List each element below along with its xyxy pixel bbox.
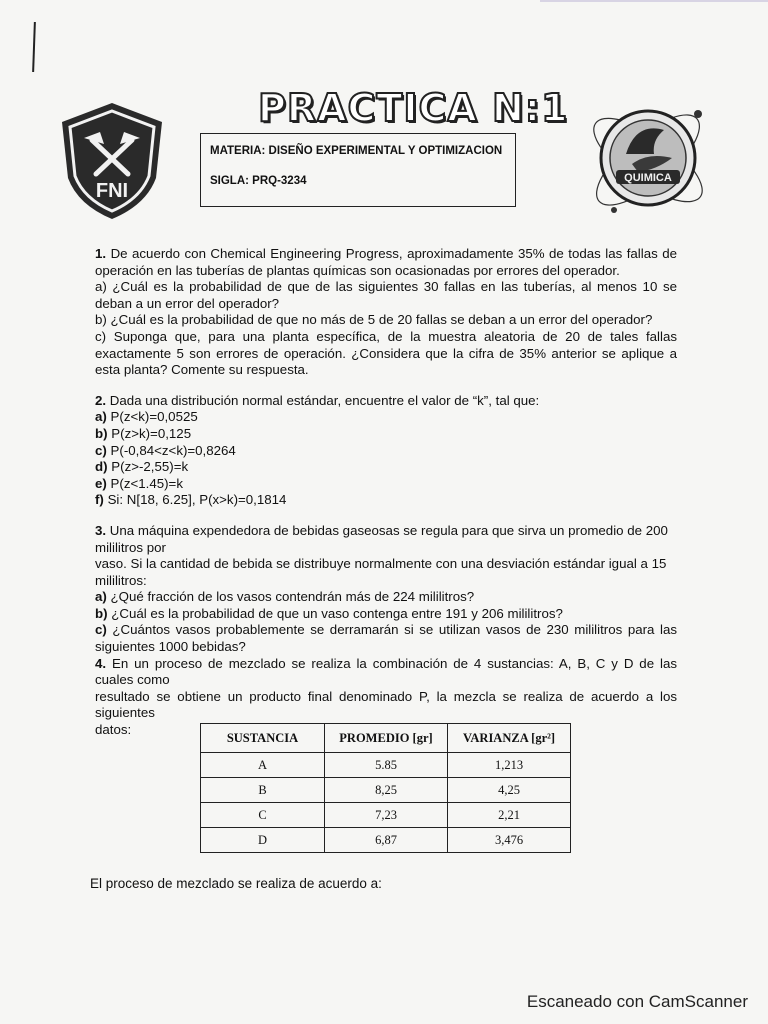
table-cell: 5.85	[325, 753, 448, 778]
problem-2-item: d) P(z>-2,55)=k	[95, 459, 189, 475]
problem-3-item: b) ¿Cuál es la probabilidad de que un vaso contenga entre 191 y 206 mililitros?	[95, 605, 563, 621]
problem-4-intro-end: datos:	[95, 722, 132, 738]
problem-3-intro-cont: vaso. Si la cantidad de bebida se distribuye normalmente con una desviación estándar igual a 15 mililitros:	[95, 556, 667, 588]
problem-1-a: a) ¿Cuál es la probabilidad de que de las siguientes 30 fallas en las tuberías, al menos 10 se deban a un error del operador?	[95, 279, 677, 311]
table-cell: 2,21	[448, 803, 571, 828]
table-cell: 3,476	[448, 828, 571, 853]
table-cell: A	[201, 753, 325, 778]
subject-info-box	[200, 133, 516, 207]
problem-4-intro-cont: resultado se obtiene un producto final denominado P, la mezcla se realiza de acuerdo a los siguientes	[95, 688, 677, 721]
problems-content	[95, 246, 677, 739]
table-cell: C	[201, 803, 325, 828]
camscanner-watermark: Escaneado con CamScanner	[526, 992, 748, 1011]
problem-1-c: c) Suponga que, para una planta específica, de la muestra aleatoria de 20 de tales fallas exactamente 5 son errores de operación. ¿Considera que la cifra de 35% anterior se aplique a esta planta? Comente su respuesta.	[95, 328, 677, 378]
table-header-cell: PROMEDIO [gr]	[325, 724, 448, 753]
table-row	[201, 753, 571, 778]
logo-text: QUIMICA	[624, 172, 672, 184]
scan-edge-line	[540, 0, 768, 2]
table-cell: 7,23	[325, 803, 448, 828]
problem-1-b: b) ¿Cuál es la probabilidad de que no más de 5 de 20 fallas se deban a un error del operador?	[95, 312, 653, 328]
table-header-cell: VARIANZA [gr²]	[448, 724, 571, 753]
table-header-row	[201, 724, 571, 753]
table-row	[201, 828, 571, 853]
problem-2-item: e) P(z<1.45)=k	[95, 475, 183, 491]
fni-shield-logo	[58, 100, 166, 222]
table-row	[201, 803, 571, 828]
table-cell: 8,25	[325, 778, 448, 803]
substances-table	[200, 723, 571, 853]
subject-code: SIGLA: PRQ-3234	[210, 175, 307, 187]
page-title: PRACTICA N:1	[258, 86, 569, 130]
table-cell: 6,87	[325, 828, 448, 853]
quimica-logo	[586, 92, 716, 224]
mixing-process-text: El proceso de mezclado se realiza de acuerdo a:	[90, 876, 382, 891]
problem-3-intro: 3. Una máquina expendedora de bebidas gaseosas se regula para que sirva un promedio de 200 mililitros por	[95, 522, 668, 555]
table-header-cell: SUSTANCIA	[201, 724, 325, 753]
table-cell: 4,25	[448, 778, 571, 803]
problem-3-item: c) ¿Cuántos vasos probablemente se derramarán si se utilizan vasos de 230 mililitros para las siguientes 1000 bebidas?	[95, 622, 678, 655]
subject-name: MATERIA: DISEÑO EXPERIMENTAL Y OPTIMIZACION	[210, 145, 503, 157]
table-row	[201, 778, 571, 803]
table-cell: 1,213	[448, 753, 571, 778]
table-cell: D	[201, 828, 325, 853]
problem-2-item: f) Si: N[18, 6.25], P(x>k)=0,1814	[95, 492, 287, 508]
problem-2-item: b) P(z>k)=0,125	[95, 425, 192, 441]
shield-text: FNI	[95, 180, 129, 202]
table-cell: B	[201, 778, 325, 803]
problem-2-item: c) P(-0,84<z<k)=0,8264	[95, 442, 236, 458]
problem-1-intro: 1. De acuerdo con Chemical Engineering Progress, aproximadamente 35% de todas las fallas de operación en las tuberías de plantas químicas son ocasionadas por errores del operador.	[95, 246, 677, 278]
problem-2-intro: 2. Dada una distribución normal estándar, encuentre el valor de “k”, tal que:	[95, 392, 540, 408]
problem-2-item: a) P(z<k)=0,0525	[95, 409, 198, 425]
scan-pen-mark	[32, 22, 36, 72]
problem-4-intro: 4. En un proceso de mezclado se realiza la combinación de 4 sustancias: A, B, C y D de las cuales como	[95, 655, 677, 688]
problem-3-item: a) ¿Qué fracción de los vasos contendrán más de 224 mililitros?	[95, 589, 475, 605]
